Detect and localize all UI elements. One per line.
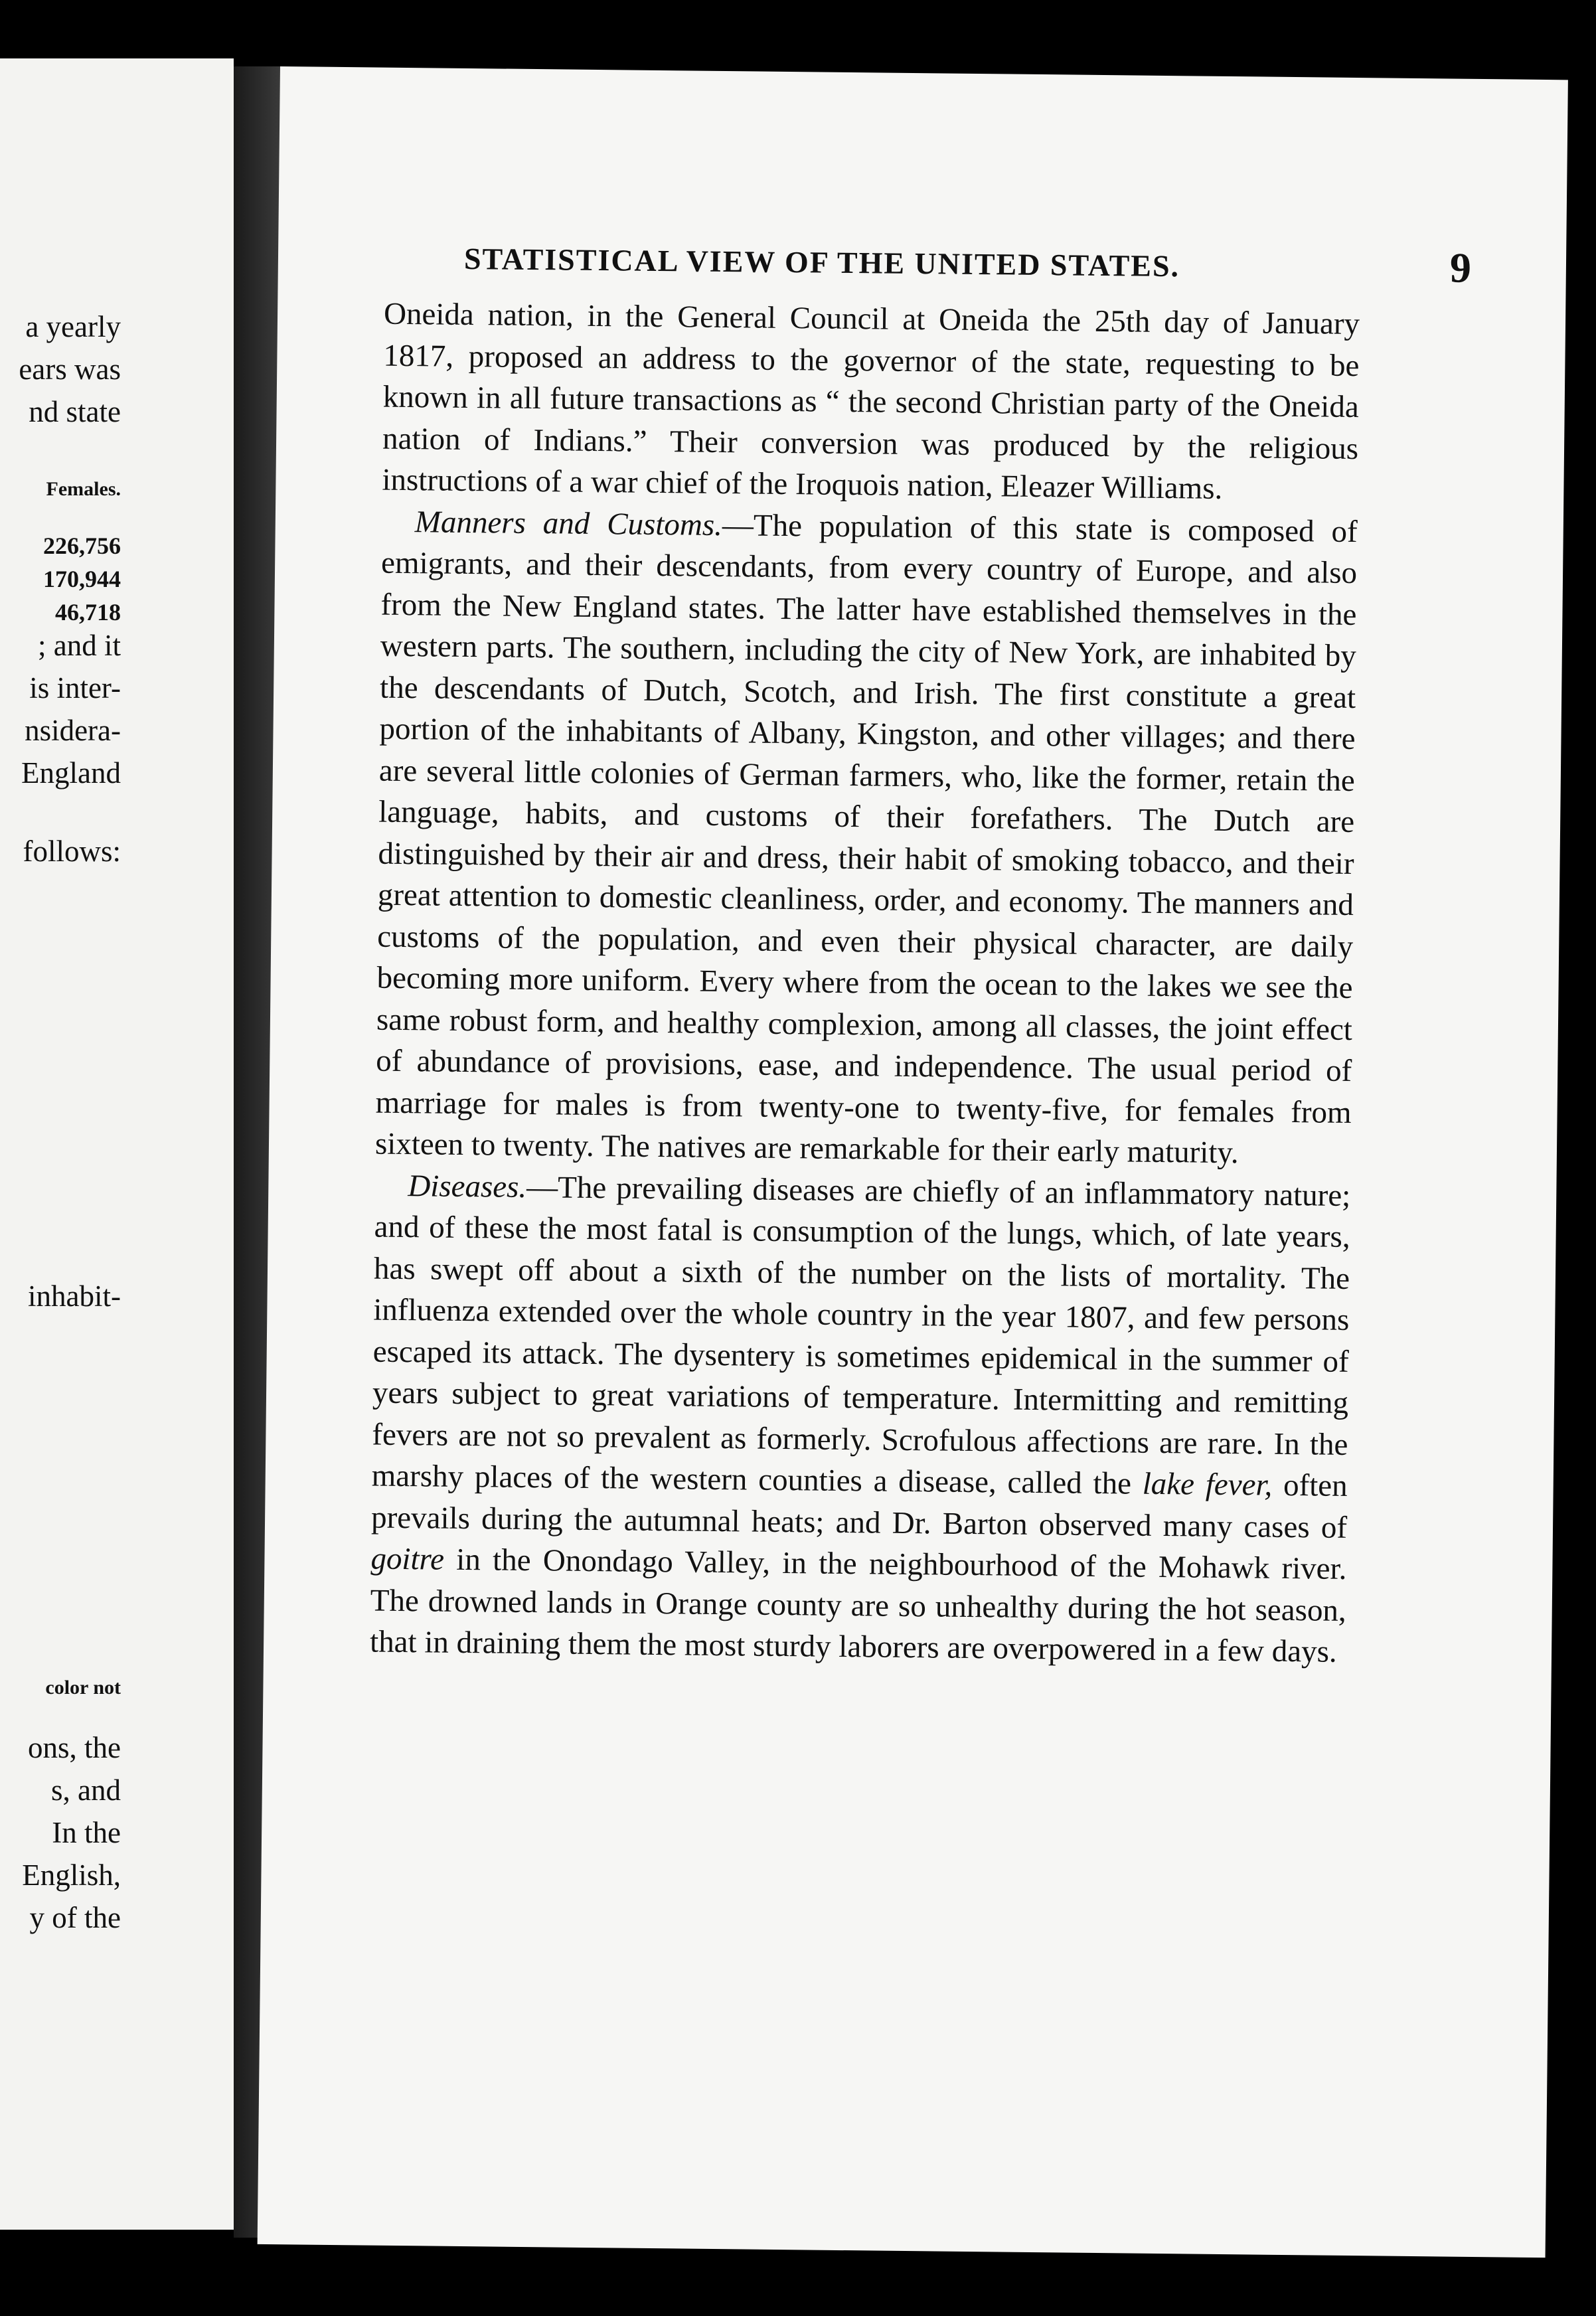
left-page-fragment: y of the	[29, 1901, 121, 1934]
left-page-fragment: England	[21, 756, 121, 789]
left-page-fragment: In the	[52, 1816, 121, 1849]
running-head: STATISTICAL VIEW OF THE UNITED STATES.	[463, 241, 1180, 284]
left-page-fragment: 170,944	[43, 566, 121, 592]
left-page-fragment: Females.	[46, 478, 121, 500]
left-page-fragment: English,	[22, 1859, 121, 1892]
left-page-fragment: follows:	[23, 835, 121, 868]
left-page-fragment: 226,756	[43, 533, 121, 559]
left-page-fragment: a yearly	[25, 310, 121, 343]
paragraph-oneida: Oneida nation, in the General Council at Oneida the 25th day of January 1817, proposed an address to the governor of the state, requesting to be known in all future transactions as “ the second Christian party of the Oneida nation of Indians.” Their conversion was produced by the religious instructions of a war chief of the Iroquois nation, Eleazer Williams.	[382, 296, 1360, 506]
manners-text: —The population of this state is composed of emigrants, and their descendants, from every country of Europe, and also from the New England states. The latter have established themselves in the western parts. The southern, including the city of New York, are inhabited by the descendants of Dutch, Scotch, and Irish. The first constitute a great portion of the inhabitants of Albany, Kingston, and other villages; and there are several little colonies of German farmers, who, like the former, retain the language, habits, and customs of their forefathers. The Dutch are distinguished by their air and dress, their habit of smoking tobacco, and their great attention to domestic cleanliness, order, and economy. The manners and customs of the population, and even their physical character, are daily becoming more uniform. Every where from the ocean to the lakes we see the same robust form, and healthy complexion, among all classes, the joint effect of abundance of provisions, ease, and independence. The usual period of marriage for males is from twenty-one to twenty-five, for females from sixteen to twenty. The natives are remarkable for their early maturity.	[374, 507, 1358, 1171]
left-page-fragment: ears was	[19, 353, 121, 386]
heading-diseases: Diseases.	[408, 1168, 527, 1204]
left-page-fragment: is inter-	[29, 671, 121, 704]
diseases-text-a: —The prevailing diseases are chiefly of an inflammatory nature; and of these the most fatal is consumption of the lungs, which, of late years, has swept off about a sixth of the number on the lists of mortality. The influenza extended over the whole country in the year 1807, and few persons escaped its attack. The dysentery is sometimes epidemical in the summer of years subject to great variations of temperature. Intermitting and remitting fevers are not so prevalent as formerly. Scrofulous affections are rare. In the marshy places of the western counties a disease, called the	[371, 1169, 1351, 1501]
left-page-fragment: color not	[45, 1677, 121, 1698]
right-page	[258, 66, 1568, 2258]
paragraph-manners	[375, 501, 1358, 1175]
heading-manners-customs: Manners and Customs.	[414, 504, 723, 542]
diseases-text-b: often prevails during the autumnal heats; and Dr. Barton observed many cases of	[370, 1467, 1348, 1545]
diseases-text-c: in the Onondago Valley, in the neighbourhood of the Mohawk river. The drowned lands in Orange county are so unhealthy during the hot season, that in draining them the most sturdy laborers are overpowered in a few days.	[369, 1542, 1347, 1669]
left-page-fragment: nd state	[29, 395, 121, 428]
term-lake-fever: lake fever,	[1142, 1466, 1273, 1503]
left-page-fragment: 46,718	[55, 599, 121, 625]
body-text	[370, 293, 1360, 1673]
left-page-fragment: ; and it	[38, 629, 121, 662]
page-number: 9	[1449, 244, 1472, 291]
left-page-fragment: s, and	[51, 1774, 121, 1807]
term-goitre: goitre	[370, 1541, 445, 1577]
paragraph-diseases	[370, 1165, 1351, 1673]
left-page-fragment: nsidera-	[25, 714, 121, 747]
left-page-fragment: inhabit-	[28, 1280, 121, 1313]
left-page-fragment: ons, the	[28, 1731, 121, 1764]
left-page	[0, 58, 234, 2230]
